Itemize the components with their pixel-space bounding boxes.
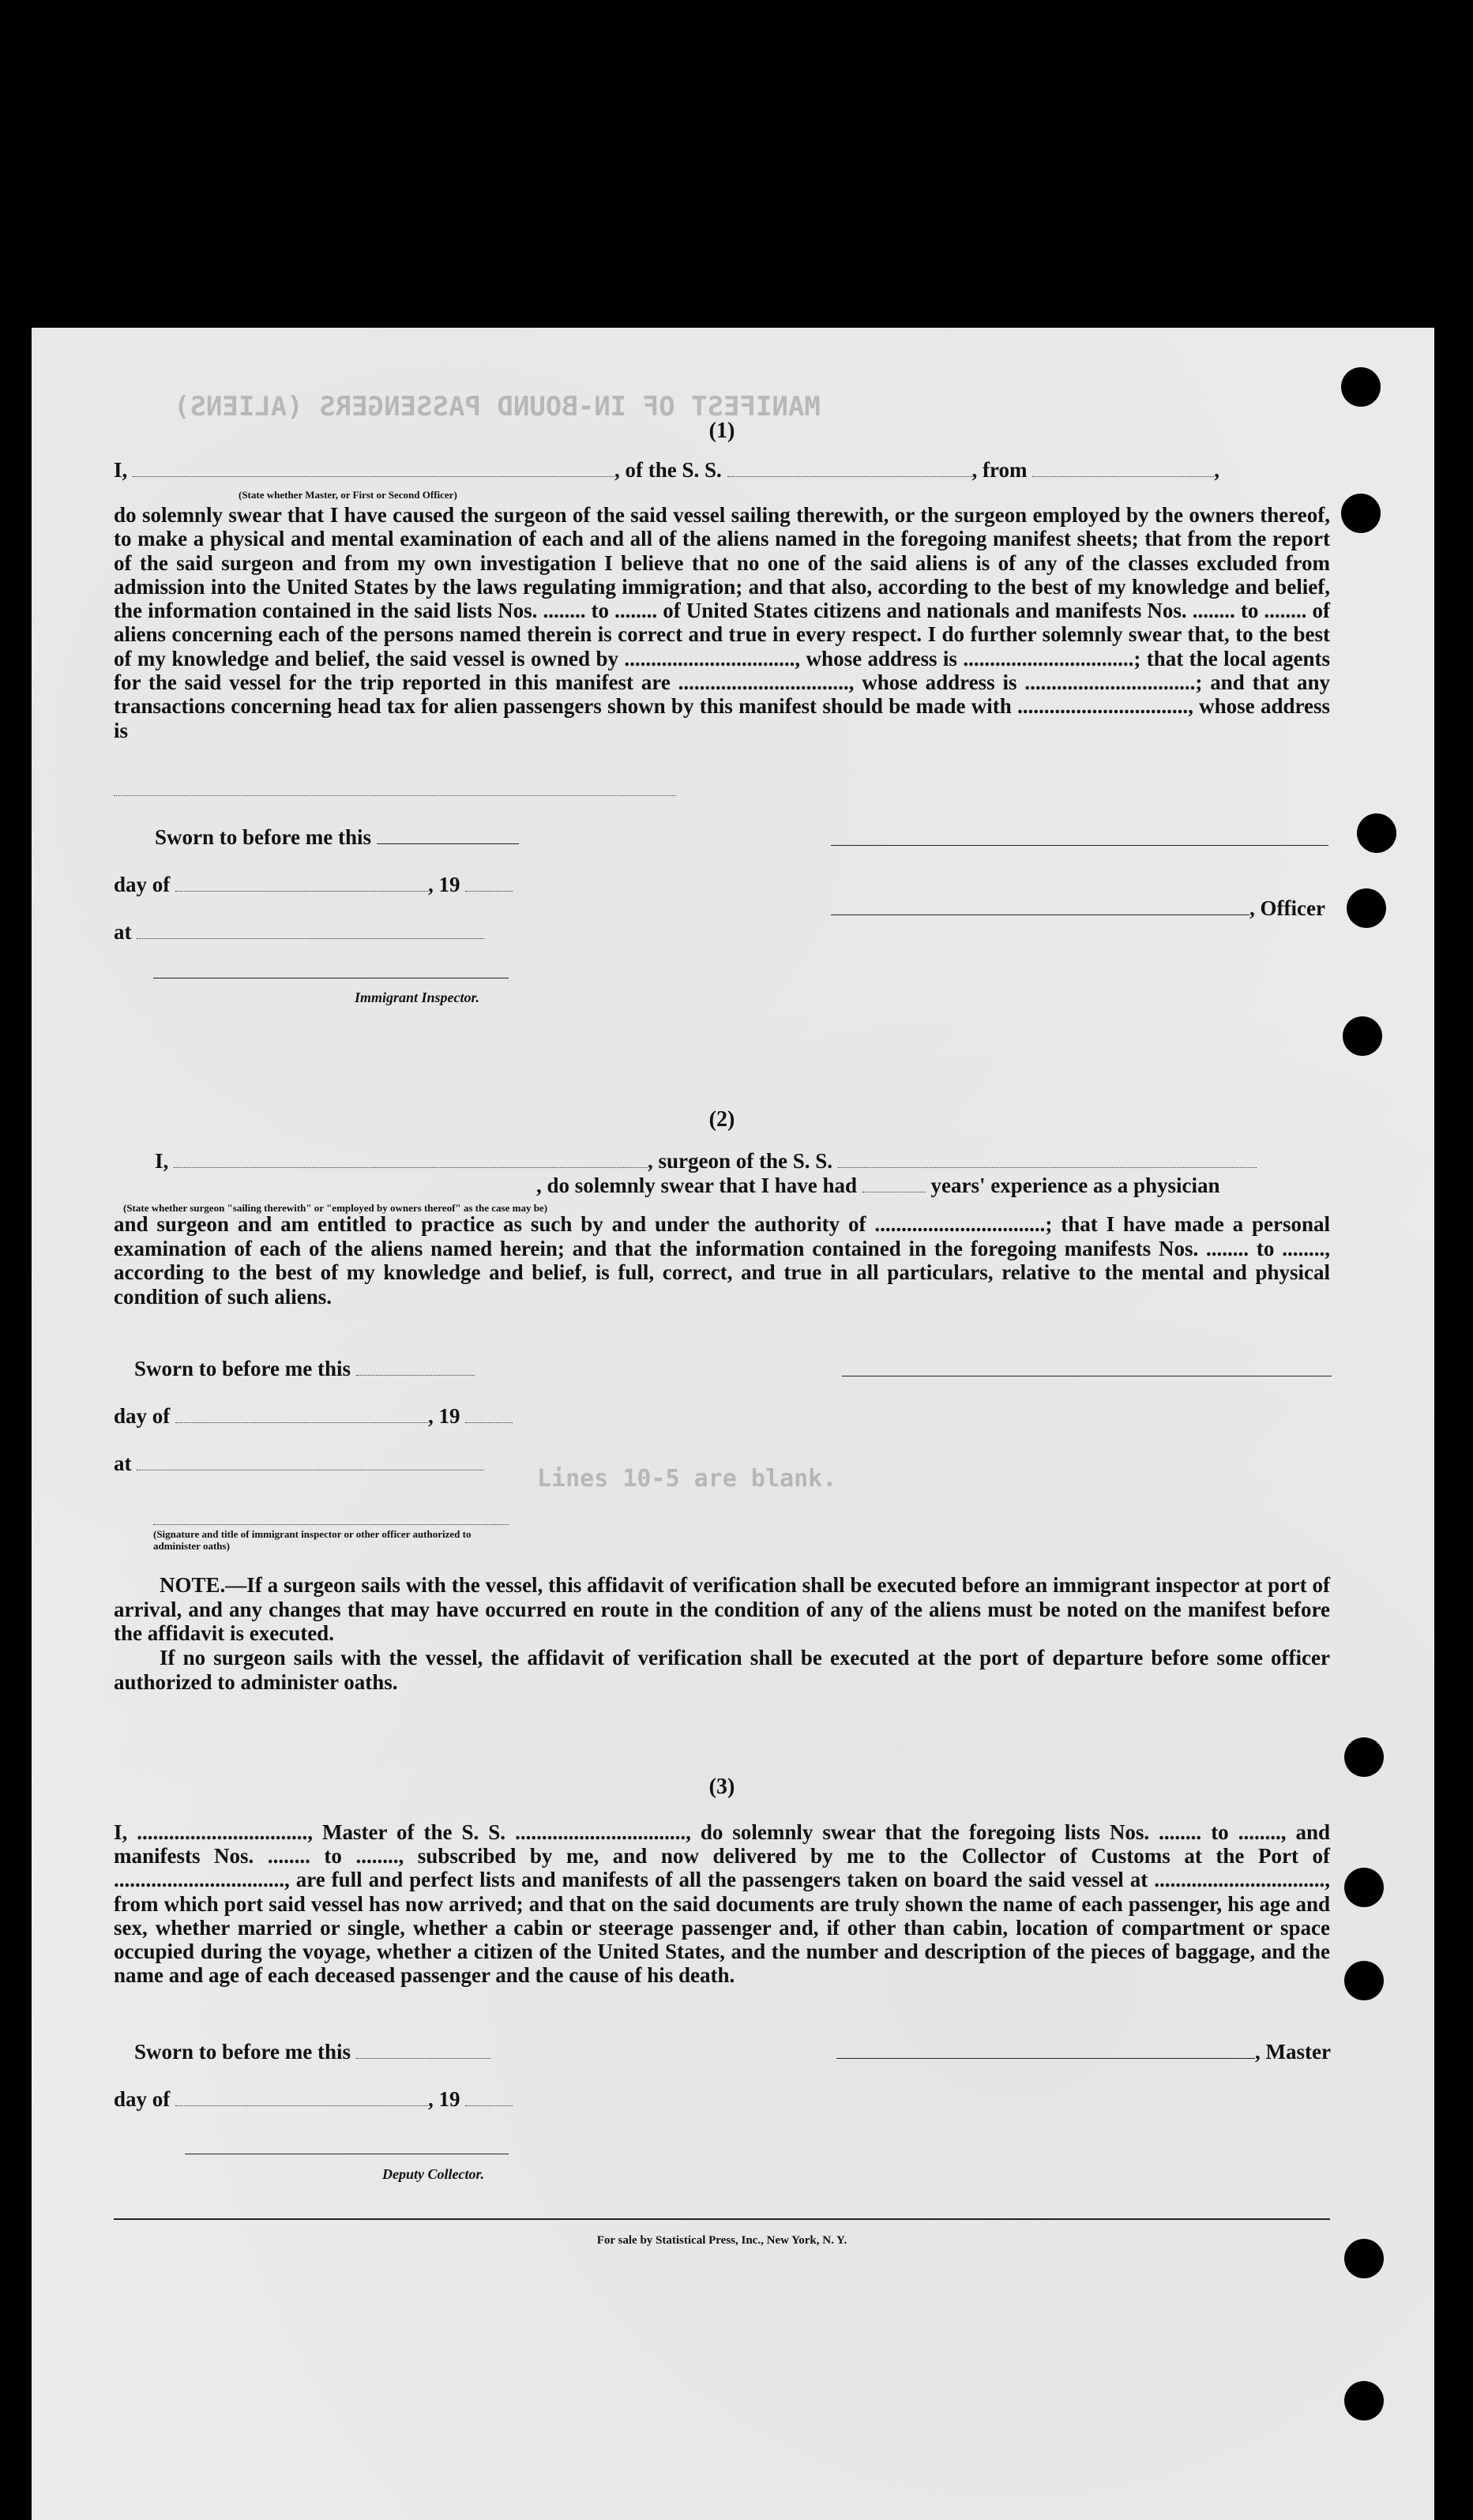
- punch-hole: [1344, 1868, 1384, 1907]
- punch-hole: [1341, 494, 1381, 533]
- punch-hole: [1344, 1737, 1384, 1777]
- bleed-through-header: MANIFEST OF IN-BOUND PASSENGERS (ALIENS): [174, 391, 821, 423]
- section-2-number: (2): [708, 1107, 735, 1132]
- sworn-this-label-2: Sworn to before me this: [134, 1357, 475, 1381]
- master-signature-field[interactable]: [836, 2044, 1255, 2059]
- at-place-field[interactable]: [137, 924, 484, 939]
- no-surgeon-note-paragraph: If no surgeon sails with the vessel, the affidavit of verification shall be executed at the port of departure before some officer authorized to administer oaths.: [114, 1646, 1330, 1694]
- immigrant-inspector-label: Immigrant Inspector.: [355, 990, 480, 1005]
- signature-line-top[interactable]: [831, 845, 1328, 846]
- day-of-line: day of , 19: [114, 873, 513, 897]
- surgeon-note-paragraph: NOTE.—If a surgeon sails with the vessel, this affidavit of verification shall be executed before an immigrant inspector at port of arrival, and any changes that may have occurred en route in the condition of any of the aliens must be noted on the manifest before the affidavit is executed.: [114, 1573, 1330, 1645]
- manifest-sheet: [32, 328, 1434, 2520]
- punch-hole: [1343, 1016, 1382, 1056]
- year-field-3[interactable]: [465, 2091, 513, 2106]
- day-of-field-2[interactable]: [175, 1408, 428, 1423]
- section-2-experience-line: , do solemnly swear that I have had years' experience as a physician: [536, 1174, 1220, 1197]
- surgeon-vessel-field[interactable]: [838, 1153, 1257, 1168]
- section-1-number: (1): [708, 419, 735, 443]
- signature-title-note: (Signature and title of immigrant inspector or other officer authorized to administer oaths): [153, 1528, 472, 1552]
- punch-hole: [1344, 2239, 1384, 2278]
- surgeon-name-field[interactable]: [174, 1153, 648, 1168]
- master-signature-line: , Master: [836, 2040, 1331, 2064]
- years-experience-field[interactable]: [862, 1177, 926, 1192]
- year-field[interactable]: [465, 877, 513, 892]
- officer-title-note: (State whether Master, or First or Second Officer): [239, 489, 457, 501]
- at-line: at: [114, 920, 484, 945]
- sworn-this-label: Sworn to before me this: [155, 825, 519, 850]
- sworn-date-field-2[interactable]: [356, 1361, 475, 1376]
- punch-hole: [1344, 1961, 1384, 2000]
- section-3-oath-text: I, ................................, Master of the S. S. ................................, do solemnly swear that the foregoing lists Nos. ........ to ........, and manifests Nos. ........ to ........, subscribed by me, and now delivered by me to the Collector of Customs at the Port of ................................, are full and perfect lists and manifests of all the passengers taken on board the said vessel at ................................, from which port said vessel has now arrived; and that on the said documents are truly shown the name of each passenger, his age and sex, whether married or single, whether a cabin or steerage passenger and, if other than cabin, location of compartment or space occupied during the voyage, whether a citizen of the United States, and the number and description of the pieces of baggage, and the name and age of each deceased passenger and the cause of his death.: [114, 1820, 1330, 1988]
- section-2-oath-text: and surgeon and am entitled to practice as such by and under the authority of ................................; that I have made a personal examination of each of the aliens named herein; and that the information contained in the foregoing manifests Nos. ........ to ........, according to the best of my knowledge and belief, is full, correct, and true in all particulars, relative to the mental and physical condition of such aliens.: [114, 1212, 1330, 1309]
- printer-footer: For sale by Statistical Press, Inc., New York, N. Y.: [596, 2234, 847, 2247]
- day-of-line-3: day of , 19: [114, 2087, 513, 2112]
- sworn-date-field[interactable]: [377, 829, 519, 844]
- sworn-this-label-3: Sworn to before me this: [134, 2040, 490, 2064]
- section-3-number: (3): [708, 1775, 735, 1799]
- officer-name-field[interactable]: [133, 462, 614, 477]
- day-of-field[interactable]: [175, 877, 428, 892]
- day-of-line-2: day of , 19: [114, 1404, 513, 1429]
- section-2-opening-line: I, , surgeon of the S. S.: [155, 1149, 1257, 1174]
- officer-signature-field[interactable]: [831, 900, 1249, 915]
- day-of-field-3[interactable]: [175, 2091, 428, 2106]
- at-line-2: at: [114, 1452, 484, 1476]
- administering-officer-line[interactable]: [153, 1524, 509, 1525]
- year-field-2[interactable]: [465, 1408, 513, 1423]
- bleed-through-lines-note: Lines 10-5 are blank.: [537, 1465, 837, 1493]
- sworn-date-field-3[interactable]: [356, 2044, 490, 2059]
- punch-hole: [1357, 813, 1396, 853]
- vessel-name-field[interactable]: [727, 462, 972, 477]
- punch-hole: [1347, 888, 1386, 928]
- at-place-field-2[interactable]: [137, 1455, 484, 1470]
- deputy-collector-label: Deputy Collector.: [382, 2166, 484, 2182]
- section-1-opening-line: I, , of the S. S. , from ,: [114, 458, 1220, 482]
- surgeon-type-note: (State whether surgeon "sailing therewith" or "employed by owners thereof" as the case may be): [123, 1202, 548, 1214]
- footer-rule: [114, 2218, 1330, 2220]
- officer-signature-line: , Officer: [831, 896, 1325, 921]
- section-1-oath-text: do solemnly swear that I have caused the surgeon of the said vessel sailing therewith, or the surgeon employed by the owners thereof, to make a physical and mental examination of each and all of the aliens named in the foregoing manifest sheets; that from the report of the said surgeon and from my own investigation I believe that no one of the said aliens is of any of the classes excluded from admission into the United States by the laws regulating immigration; and that also, according to the best of my knowledge and belief, the information contained in the said lists Nos. ........ to ........ of United States citizens and nationals and manifests Nos. ........ to ........ of aliens concerning each of the persons named therein is correct and true in every respect. I do further solemnly swear that, to the best of my knowledge and belief, the said vessel is owned by ................................, whose address is ................................; that the local agents for the said vessel for the trip reported in this manifest are ................................, whose address is ................................; and that any transactions concerning head tax for alien passengers shown by this manifest should be made with ................................, whose address is: [114, 503, 1330, 742]
- section-1-end-rule: [114, 795, 676, 796]
- from-port-field[interactable]: [1032, 462, 1214, 477]
- punch-hole: [1341, 367, 1381, 407]
- punch-hole: [1344, 2381, 1384, 2420]
